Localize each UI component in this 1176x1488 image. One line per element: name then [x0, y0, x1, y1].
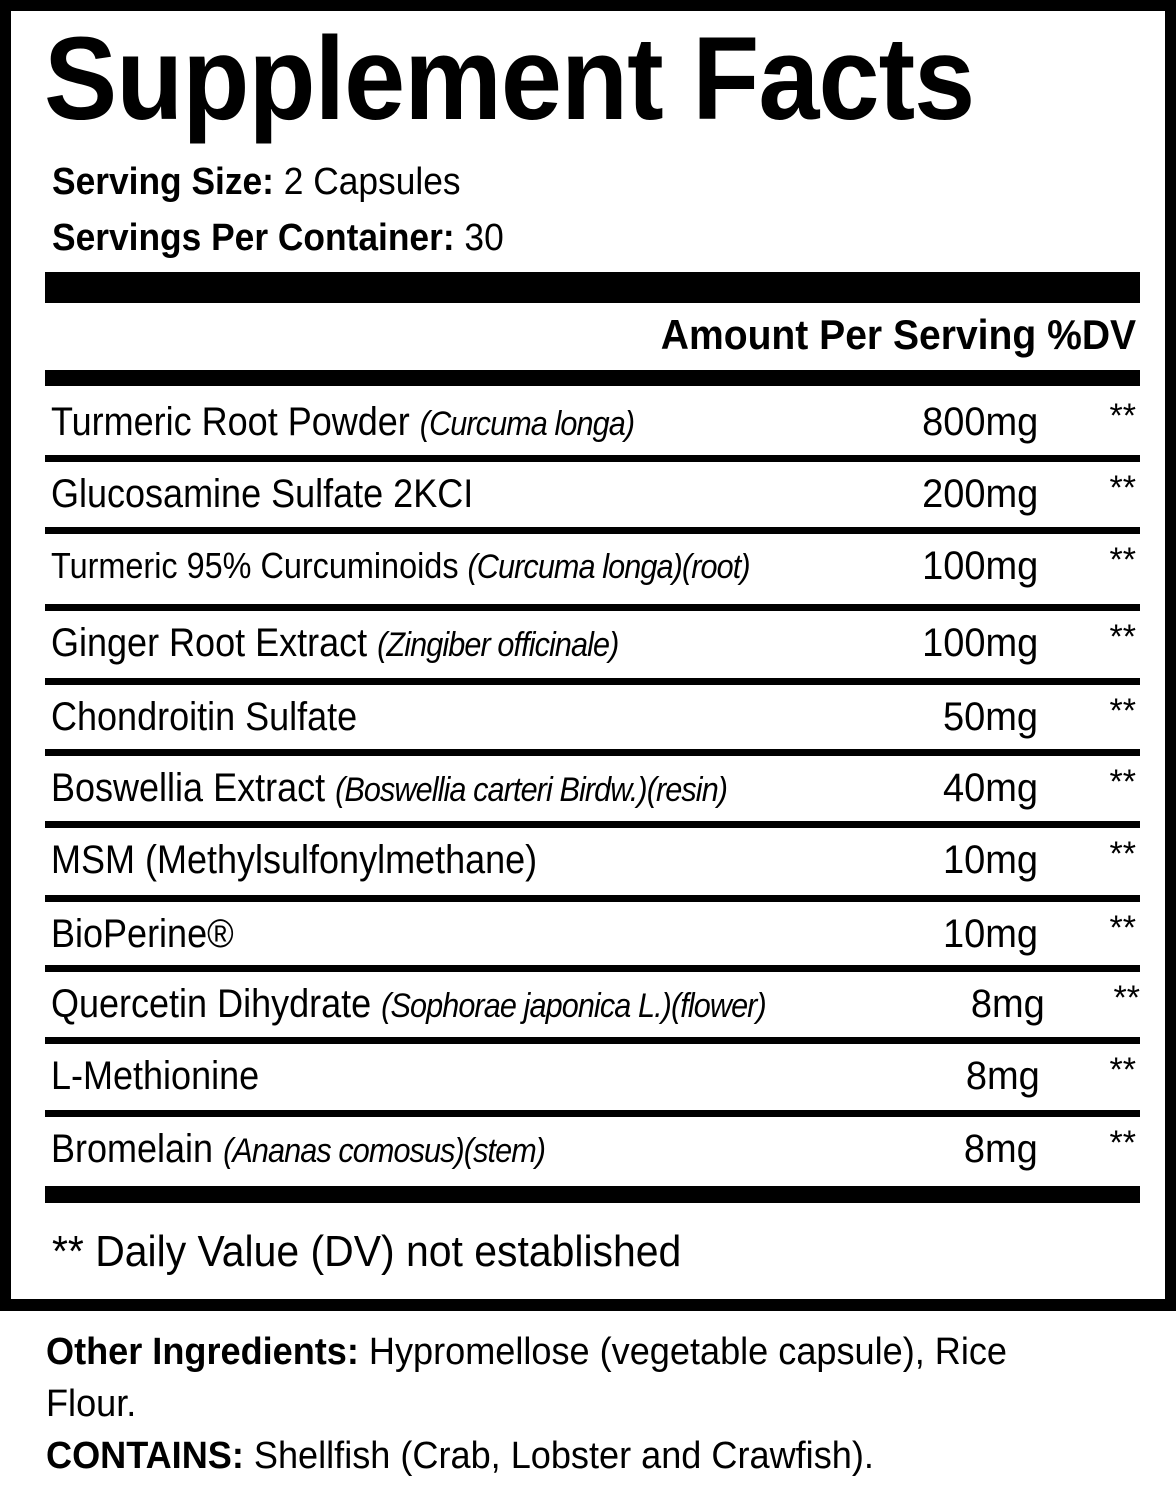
ingredient-amount: 8mg [966, 1054, 1040, 1098]
ingredient-name: BioPerine® [51, 912, 234, 956]
ingredient-amount: 8mg [964, 1127, 1038, 1171]
ingredient-row [45, 534, 1140, 599]
ingredient-name: Bromelain (Ananas comosus)(stem) [51, 1127, 546, 1171]
other-ingredients-label: Other Ingredients: [46, 1331, 359, 1373]
ingredient-dv: ** [1109, 618, 1136, 656]
ingredient-amount: 100mg [921, 621, 1038, 665]
ingredient-dv: ** [1109, 835, 1136, 873]
ingredient-dv: ** [1109, 397, 1136, 435]
ingredient-amount: 200mg [921, 472, 1038, 516]
label-title: Supplement Facts [44, 13, 975, 145]
ingredient-latin: (Ananas comosus)(stem) [223, 1132, 546, 1170]
thick-divider [45, 272, 1140, 303]
ingredient-dv: ** [1109, 909, 1136, 947]
row-divider [45, 1037, 1140, 1044]
column-header: Amount Per Serving %DV [660, 311, 1136, 358]
ingredient-dv: ** [1109, 692, 1136, 730]
ingredient-row [45, 972, 1140, 1037]
row-divider [45, 604, 1140, 611]
servings-per-container [52, 216, 504, 260]
ingredient-latin: (Curcuma longa) [419, 405, 635, 443]
ingredient-name: Turmeric Root Powder (Curcuma longa) [51, 400, 635, 444]
ingredient-dv: ** [1109, 1124, 1136, 1162]
ingredient-row [45, 390, 1140, 455]
ingredient-row [45, 1044, 1140, 1109]
ingredient-dv: ** [1109, 469, 1136, 507]
ingredient-amount: 40mg [942, 766, 1038, 810]
ingredient-amount: 50mg [942, 695, 1038, 739]
ingredient-amount: 8mg [971, 982, 1045, 1026]
row-divider [45, 895, 1140, 902]
ingredient-latin: (Boswellia carteri Birdw.)(resin) [335, 771, 728, 809]
ingredient-dv: ** [1109, 763, 1136, 801]
allergen-statement [46, 1430, 1101, 1482]
ingredient-amount: 10mg [942, 838, 1038, 882]
row-divider [45, 749, 1140, 756]
serving-size-label: Serving Size: [52, 161, 274, 203]
row-divider [45, 527, 1140, 534]
contains-label: CONTAINS: [46, 1435, 244, 1477]
ingredient-amount: 100mg [921, 544, 1038, 588]
ingredient-row [45, 1117, 1140, 1182]
servings-per-container-label: Servings Per Container: [52, 217, 455, 259]
ingredient-latin: (Zingiber officinale) [377, 626, 619, 664]
row-divider [45, 821, 1140, 828]
ingredient-latin: (Sophorae japonica L.)(flower) [381, 987, 766, 1025]
header-divider [45, 370, 1140, 386]
other-ingredients [46, 1326, 1101, 1430]
servings-per-container-value: 30 [454, 217, 504, 259]
ingredient-name: MSM (Methylsulfonylmethane) [51, 838, 538, 882]
ingredient-name: L-Methionine [51, 1054, 260, 1098]
ingredient-name: Turmeric 95% Curcuminoids (Curcuma longa)(root) [51, 545, 750, 586]
ingredient-row [45, 462, 1140, 527]
ingredient-row [45, 756, 1140, 821]
row-divider [45, 678, 1140, 685]
serving-size-value: 2 Capsules [273, 161, 461, 203]
ingredient-name: Ginger Root Extract (Zingiber officinale) [51, 621, 619, 665]
ingredient-name: Glucosamine Sulfate 2KCI [51, 472, 474, 516]
ingredient-row [45, 828, 1140, 893]
ingredient-name: Quercetin Dihydrate (Sophorae japonica L.)(flower) [51, 982, 766, 1026]
row-divider [45, 965, 1140, 972]
ingredient-name: Chondroitin Sulfate [51, 695, 358, 739]
ingredient-row [45, 685, 1140, 750]
ingredient-row [45, 902, 1140, 967]
ingredient-name: Boswellia Extract (Boswellia carteri Birdw.)(resin) [51, 766, 728, 810]
ingredient-latin: (Curcuma longa)(root) [467, 548, 750, 586]
ingredient-dv: ** [1113, 979, 1140, 1017]
row-divider [45, 455, 1140, 462]
other-ingredients-block [46, 1326, 1101, 1482]
other-ingredients-value: Hypromellose (vegetable capsule), Rice Flour. [46, 1331, 1007, 1425]
bottom-divider [45, 1186, 1140, 1203]
ingredient-dv: ** [1109, 541, 1136, 579]
ingredient-amount: 800mg [921, 400, 1038, 444]
ingredient-amount: 10mg [942, 912, 1038, 956]
contains-value: Shellfish (Crab, Lobster and Crawfish). [243, 1435, 874, 1477]
ingredient-row [45, 611, 1140, 676]
dv-footnote: ** Daily Value (DV) not established [52, 1227, 682, 1276]
ingredient-dv: ** [1109, 1051, 1136, 1089]
row-divider [45, 1110, 1140, 1117]
serving-size [52, 160, 461, 204]
